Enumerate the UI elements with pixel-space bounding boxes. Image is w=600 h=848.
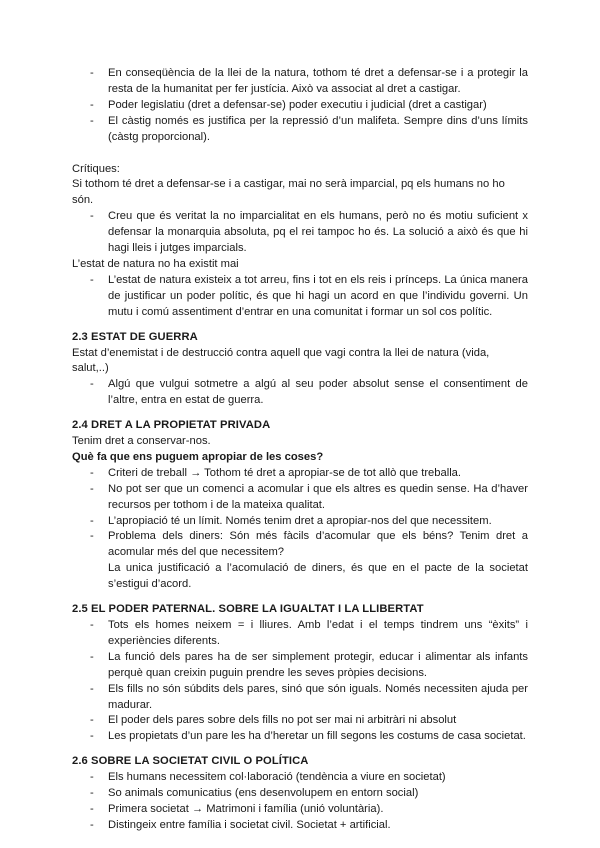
section-heading: 2.5 EL PODER PATERNAL. SOBRE LA IGUALTAT I LA LLIBERTAT <box>72 603 424 616</box>
section-25-list <box>72 618 528 745</box>
list-item: - No pot ser que un comenci a acomular i que els altres es quedin sense. Ha d’haver recursos per tothom i de la mateixa qualitat. <box>72 482 528 514</box>
list-item: - Primera societat → Matrimoni i família (unió voluntària). <box>72 802 528 818</box>
list-item: - Les propietats d’un pare les ha d’heretar un fill segons les costums de casa societat. <box>72 729 528 745</box>
section-26-list <box>72 770 528 834</box>
list-item: - En conseqüència de la llei de la natura, tothom té dret a defensar-se i a protegir la resta de la humanitat per fer justícia. Això va associat al dret a castigar. <box>72 66 528 98</box>
section-question: Què fa que ens puguem apropiar de les coses? <box>72 450 324 463</box>
list-item: - El poder dels pares sobre dels fills no pot ser mai ni arbitràri ni absolut <box>72 713 528 729</box>
list-item <box>72 529 528 593</box>
section-heading: 2.4 DRET A LA PROPIETAT PRIVADA <box>72 419 271 432</box>
critiques-list <box>72 209 528 257</box>
intro-list <box>72 66 528 146</box>
list-item: - L’estat de natura existeix a tot arreu, fins i tot en els reis i prínceps. La única manera de justificar un poder polític, és que hi hagi un acord en que l’individu governi. Un mutu i comú assentiment d’entrar en una comunitat i formar un sol cos polític. <box>72 273 528 321</box>
section-24-list <box>72 466 528 593</box>
critiques-list-2 <box>72 273 528 321</box>
list-item: - Els humans necessitem col·laboració (tendència a viure en societat) <box>72 770 528 786</box>
list-item-text: - Problema dels diners: Són més fàcils d’acomular que els béns? Tenim dret a acomular més del que necessitem? <box>108 530 528 559</box>
list-item: - Creu que és veritat la no imparcialitat en els humans, però no és motiu suficient x defensar la monarquia absoluta, pq el rei tampoc ho és. La solució a això és que hi hagi lleis i jutges imparcials. <box>72 209 528 257</box>
list-item: - So animals comunicatius (ens desenvolupem en entorn social) <box>72 786 528 802</box>
list-item: - Poder legislatiu (dret a defensar-se) poder executiu i judicial (dret a castigar) <box>72 98 528 114</box>
critiques-label: Crítiques: <box>72 162 120 175</box>
list-item: - Els fills no són súbdits dels pares, sinó que són iguals. Només necessiten ajuda per madurar. <box>72 682 528 714</box>
list-item: - Criteri de treball → Tothom té dret a apropiar-se de tot allò que treballa. <box>72 466 528 482</box>
critiques-line: Si tothom té dret a defensar-se i a castigar, mai no serà imparcial, pq els humans no ho són. <box>72 178 505 207</box>
list-item: - El càstig només es justifica per la repressió d’un malifeta. Sempre dins d’uns límits (càstg proporcional). <box>72 114 528 146</box>
section-23-list <box>72 377 528 409</box>
section-text: Tenim dret a conservar-nos. <box>72 435 211 448</box>
list-item: - La funció dels pares ha de ser simplement protegir, educar i alimentar als infants perquè quan creixin puguin prendre les seves pròpies decisions. <box>72 650 528 682</box>
section-heading: 2.6 SOBRE LA SOCIETAT CIVIL O POLÍTICA <box>72 755 309 768</box>
list-item: - Tots els homes neixem = i lliures. Amb l’edat i el temps tindrem uns “èxits” i experiències diferents. <box>72 618 528 650</box>
section-heading: 2.3 ESTAT DE GUERRA <box>72 330 198 343</box>
document-body <box>72 66 528 834</box>
section-text: Estat d’enemistat i de destrucció contra aquell que vagi contra la llei de natura (vida, salut,..) <box>72 346 490 375</box>
list-item-continuation: La unica justificació a l’acomulació de diners, és que en el pacte de la societat s’estigui d’acord. <box>108 562 528 591</box>
list-item: - Algú que vulgui sotmetre a algú al seu poder absolut sense el consentiment de l’altre, entra en estat de guerra. <box>72 377 528 409</box>
list-item: - L’apropiació té un límit. Només tenim dret a apropiar-nos del que necessitem. <box>72 514 528 530</box>
list-item: - Distingeix entre família i societat civil. Societat + artificial. <box>72 818 528 834</box>
critiques-line-2: L’estat de natura no ha existit mai <box>72 257 239 270</box>
